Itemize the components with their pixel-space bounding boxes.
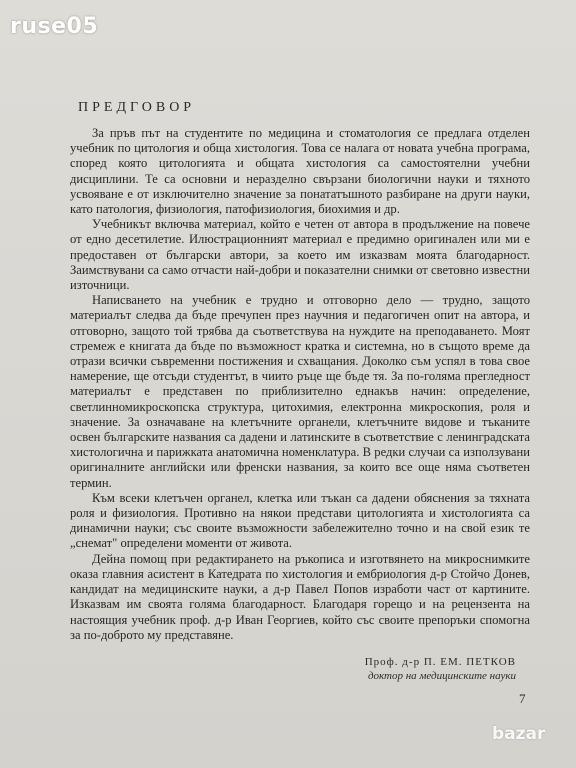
paragraph-5: Дейна помощ при редактирането на ръкописа и изготвянето на микроснимките оказа главния асистент в Катедрата по хистология и ембриология д-р Стойчо Донев, кандидат на медицинските науки, а д-р Павел Попов изработи част от картините. Изказвам им своята голяма благодарност. Благодаря горещо и на рецензента на настоящия учебник проф. д-р Иван Георгиев, който със своите препоръки спомогна за по-доброто му представяне. <box>70 551 530 642</box>
paragraph-2: Учебникът включва материал, който е четен от автора в продължение на повече от едно десетилетие. Илюстрационният материал е предимно оригинален или ми е предоставен от български автори, за което им изказвам моята благодарност. Заимствувани са само отчасти най-добри и показателни снимки от световно известни източници. <box>70 217 530 293</box>
page-number: 7 <box>519 691 526 706</box>
author-signature <box>365 655 516 683</box>
preface-text <box>70 126 530 643</box>
paragraph-1: За пръв път на студентите по медицина и стоматология се предлага отделен учебник по цитология и обща хистология. Това се налага от новата учебна програма, според която цитологията и общата хистология са самостоятелни учебни дисциплини. Те са основни и неразделно свързани биологични науки и тяхното усвояване е от изключително значение за понататъшното разбиране на други науки, като патология, физиология, патофизиология, биохимия и др. <box>70 126 530 217</box>
author-name: Проф. д-р П. ЕМ. ПЕТКОВ <box>364 656 516 668</box>
paragraph-3: Написването на учебник е трудно и отговорно дело — трудно, защото материалът следва да бъде пречупен през научния и педагогичен опит на автора, и отговорно, защото той трябва да съответствува на нуждите на преподаването. Моят стремеж е книгата да бъде по възможност кратка и системна, но в същото време да отрази всички съвременни постижения и схващания. Доколко съм успял в това свое намерение, ще отсъди студентът, в чиито ръце ще бъде тя. За по-голяма прегледност материалът е представен по приблизително еднакъв начин: определение, светлинномикроскопска структура, цитохимия, електронна микроскопия, роля и значение. За означаване на клетъчните органели, клетъчните видове и тъканите освен българските названия са дадени и латинските в съответствие с ленинградската хистологична и парижката анатомична номенклатура. В редки случаи са използувани оригиналните английски или френски названия, за които все още няма съответен термин. <box>70 293 530 490</box>
page-heading: ПРЕДГОВОР <box>78 100 196 115</box>
author-title: доктор на медицинските науки <box>367 670 516 682</box>
bazar-logo: bazar <box>492 724 546 744</box>
watermark-ruse05: ruse05 <box>10 14 99 39</box>
paragraph-4: Към всеки клетъчен органел, клетка или тъкан са дадени обяснения за тяхната роля и физиология. Противно на някои представи цитологията и хистологията са динамични науки; със своите възможности забележително точно и на свой език те „снемат" определени моменти от живота. <box>70 490 530 551</box>
